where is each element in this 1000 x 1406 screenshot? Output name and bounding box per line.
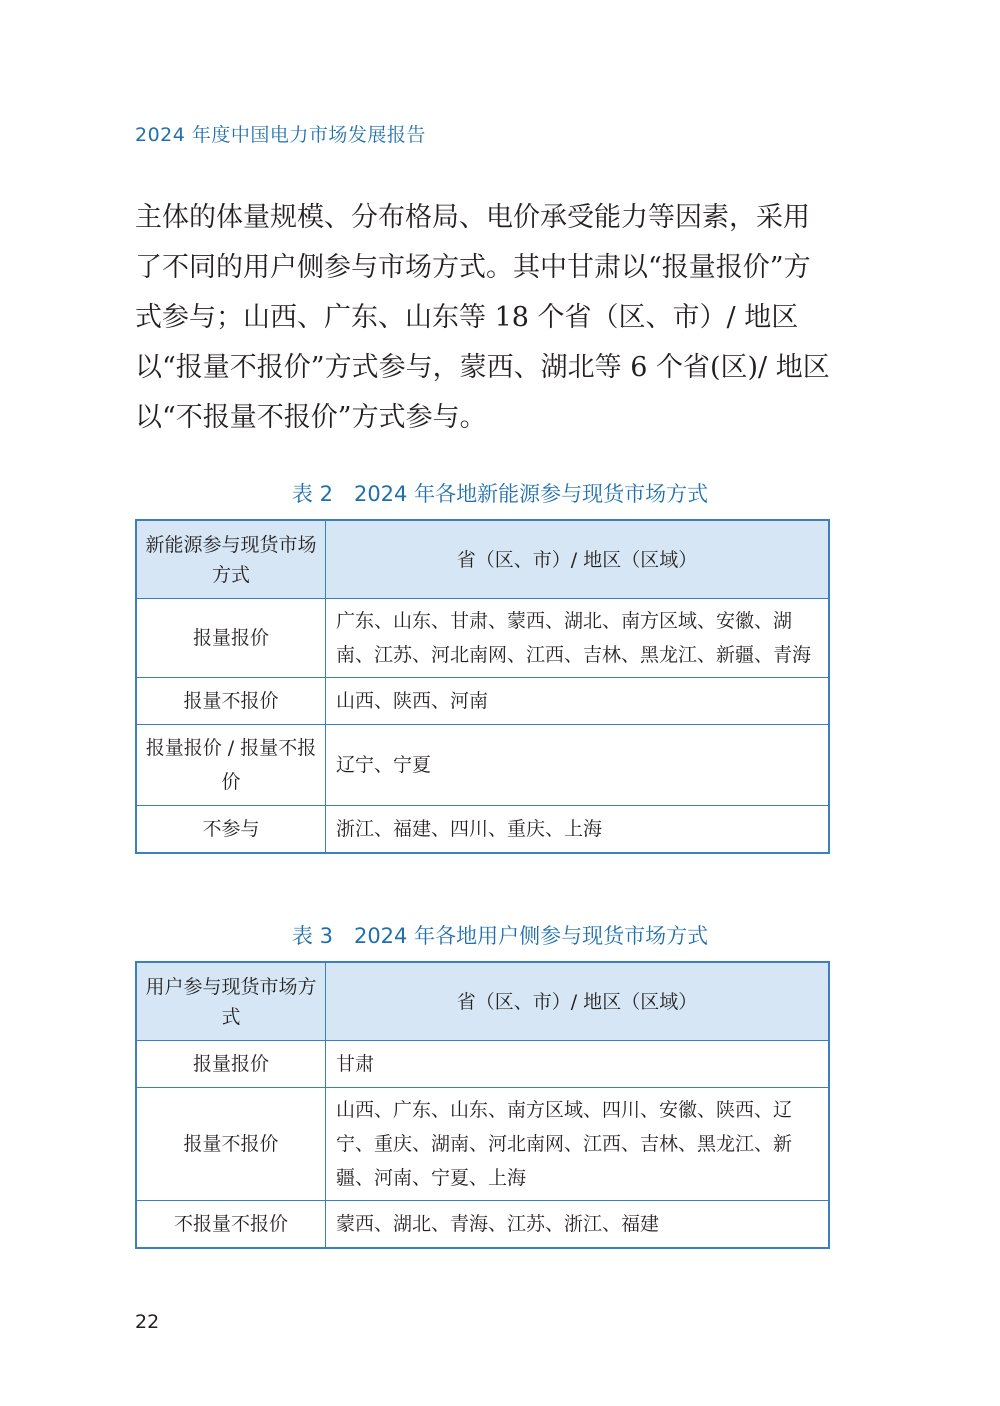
- column-header-region: 省（区、市）/ 地区（区域）: [326, 520, 830, 599]
- column-header-region: 省（区、市）/ 地区（区域）: [326, 962, 830, 1041]
- table-row: [136, 1201, 829, 1249]
- row-regions: 山西、陕西、河南: [326, 678, 830, 725]
- table-3: [135, 961, 830, 1249]
- body-paragraph: 主体的体量规模、分布格局、电价承受能力等因素，采用了不同的用户侧参与市场方式。其中甘肃以“报量报价”方式参与；山西、广东、山东等 18 个省（区、市）/ 地区以“报量不报价”方式参与，蒙西、湖北等 6 个省(区)/ 地区以“不报量不报价”方式参与。: [135, 202, 830, 433]
- table-3-caption: 表 3 2024 年各地用户侧参与现货市场方式: [291, 924, 709, 948]
- table-header-row: [136, 520, 829, 599]
- row-method: 不报量不报价: [136, 1201, 326, 1249]
- row-method: 报量报价 / 报量不报价: [136, 725, 326, 806]
- row-method: 不参与: [136, 806, 326, 854]
- row-regions: 浙江、福建、四川、重庆、上海: [326, 806, 830, 854]
- row-regions: 辽宁、宁夏: [326, 725, 830, 806]
- row-method: 报量报价: [136, 599, 326, 678]
- table-2: [135, 519, 830, 854]
- running-header: 2024 年度中国电力市场发展报告: [135, 124, 426, 146]
- row-regions: 山西、广东、山东、南方区域、四川、安徽、陕西、辽宁、重庆、湖南、河北南网、江西、吉林、黑龙江、新疆、河南、宁夏、上海: [326, 1088, 830, 1201]
- row-method: 报量不报价: [136, 1088, 326, 1201]
- table-row: [136, 599, 829, 678]
- table-2-caption: 表 2 2024 年各地新能源参与现货市场方式: [291, 482, 709, 506]
- table-row: [136, 725, 829, 806]
- row-regions: 甘肃: [326, 1041, 830, 1088]
- table-row: [136, 678, 829, 725]
- table-row: [136, 1041, 829, 1088]
- row-method: 报量报价: [136, 1041, 326, 1088]
- table-header-row: [136, 962, 829, 1041]
- table-row: [136, 806, 829, 854]
- row-regions: 蒙西、湖北、青海、江苏、浙江、福建: [326, 1201, 830, 1249]
- row-method: 报量不报价: [136, 678, 326, 725]
- page-number: 22: [135, 1311, 160, 1333]
- column-header-method: 新能源参与现货市场方式: [136, 520, 326, 599]
- row-regions: 广东、山东、甘肃、蒙西、湖北、南方区域、安徽、湖南、江苏、河北南网、江西、吉林、黑龙江、新疆、青海: [326, 599, 830, 678]
- table-row: [136, 1088, 829, 1201]
- body-paragraph-block: [135, 193, 835, 443]
- column-header-method: 用户参与现货市场方式: [136, 962, 326, 1041]
